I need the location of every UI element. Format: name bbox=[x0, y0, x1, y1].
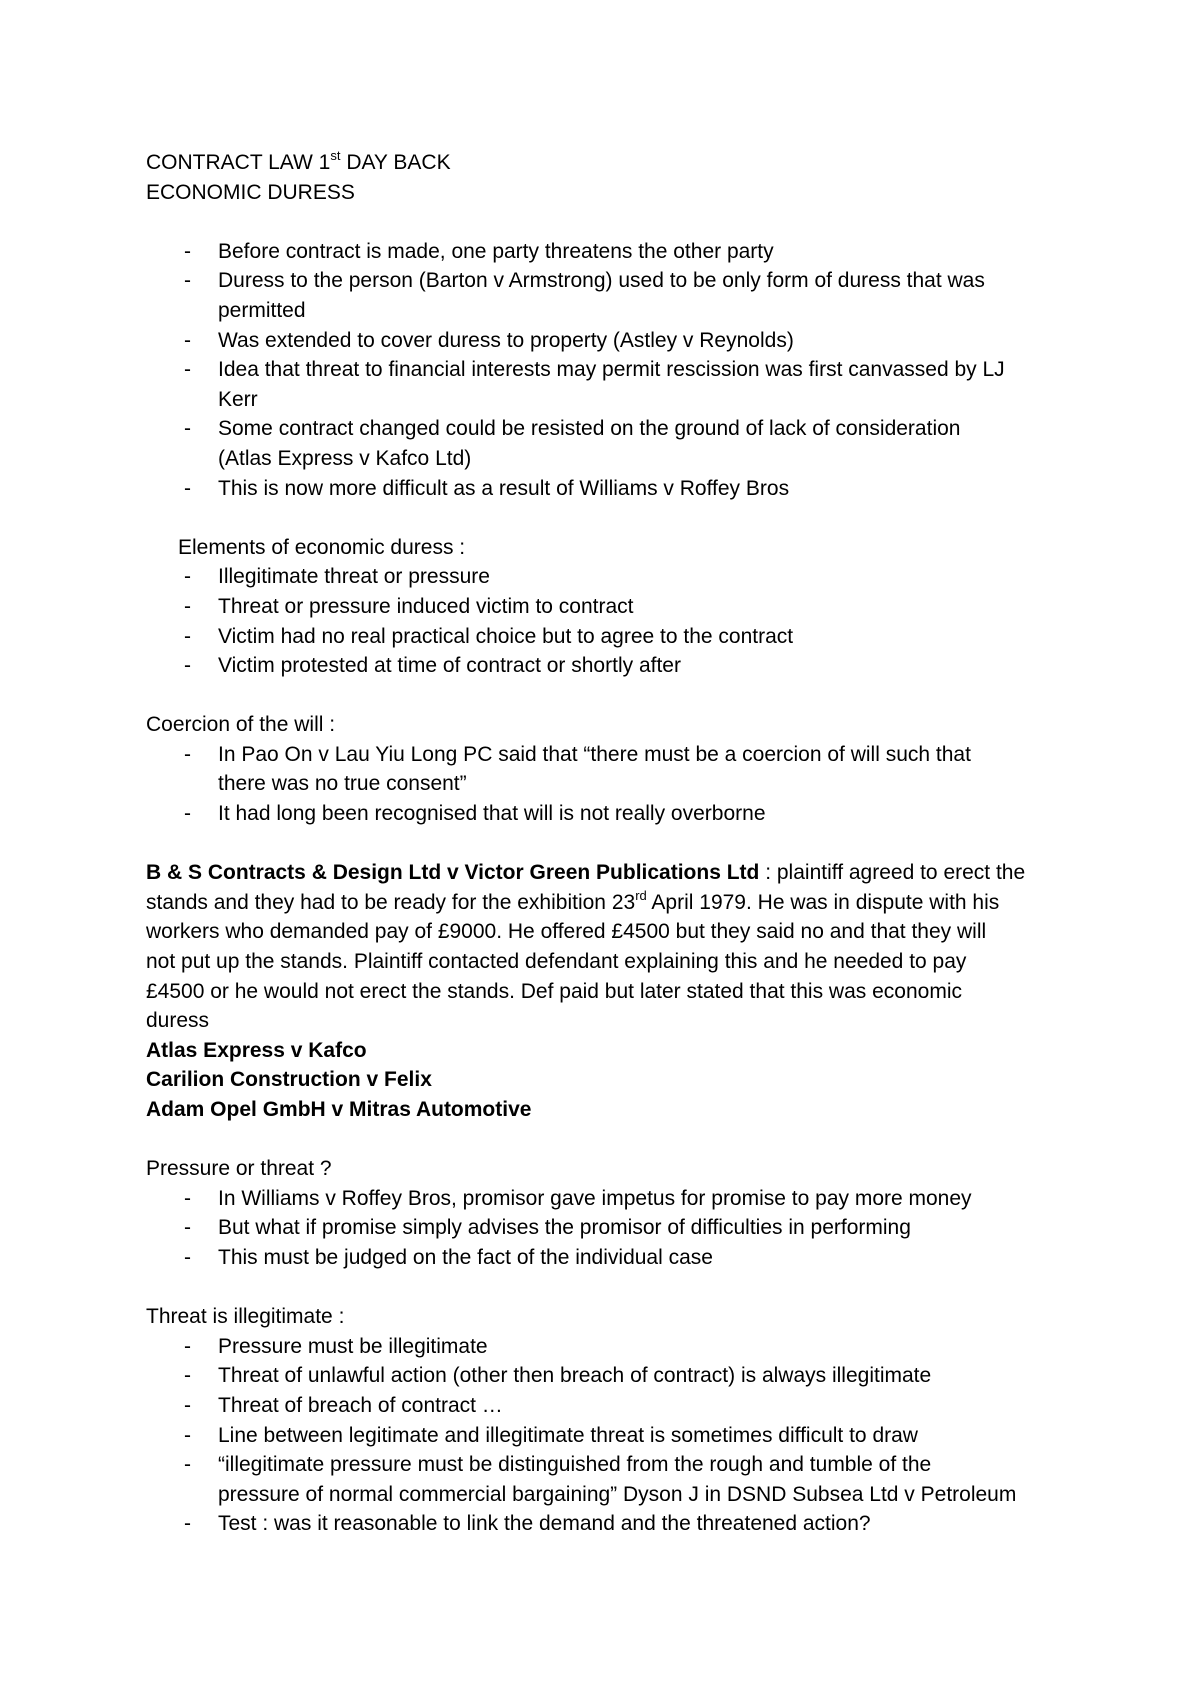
dash-bullet: - bbox=[184, 417, 191, 441]
paragraph-line: B & S Contracts & Design Ltd v Victor Green Publications Ltd : plaintiff agreed to erect the bbox=[146, 861, 1026, 885]
list-item: - In Pao On v Lau Yiu Long PC said that “there must be a coercion of will such that bbox=[146, 740, 1076, 770]
list-item: - Before contract is made, one party threatens the other party bbox=[146, 237, 1076, 267]
list-item: - “illegitimate pressure must be distinguished from the rough and tumble of the bbox=[146, 1450, 1076, 1480]
case-name: B & S Contracts & Design Ltd v Victor Green Publications Ltd bbox=[146, 861, 760, 885]
dash-bullet: - bbox=[184, 802, 191, 826]
list-item-continuation: there was no true consent” bbox=[218, 772, 467, 796]
section-heading-pressure: Pressure or threat ? bbox=[146, 1157, 332, 1181]
elements-list bbox=[146, 562, 1076, 680]
list-item: - This must be judged on the fact of the individual case bbox=[146, 1243, 1076, 1273]
dash-bullet: - bbox=[184, 1423, 191, 1447]
dash-bullet: - bbox=[184, 565, 191, 589]
section-heading-elements: Elements of economic duress : bbox=[178, 535, 466, 559]
case-name-atlas: Atlas Express v Kafco bbox=[146, 1038, 367, 1062]
list-item-continuation: Kerr bbox=[218, 387, 258, 411]
list-item: - Test : was it reasonable to link the demand and the threatened action? bbox=[146, 1509, 1076, 1539]
dash-bullet: - bbox=[184, 594, 191, 618]
document-subtitle: ECONOMIC DURESS bbox=[146, 180, 355, 204]
list-item: - But what if promise simply advises the promisor of difficulties in performing bbox=[146, 1213, 1076, 1243]
dash-bullet: - bbox=[184, 1245, 191, 1269]
paragraph-line: stands and they had to be ready for the exhibition 23rd April 1979. He was in dispute with his bbox=[146, 887, 1000, 914]
spacer bbox=[146, 207, 1076, 237]
list-item: - Pressure must be illegitimate bbox=[146, 1332, 1076, 1362]
coercion-list bbox=[146, 740, 1076, 829]
list-item: - This is now more difficult as a result of Williams v Roffey Bros bbox=[146, 474, 1076, 504]
list-item: - Duress to the person (Barton v Armstrong) used to be only form of duress that was bbox=[146, 266, 1076, 296]
case-name-carilion: Carilion Construction v Felix bbox=[146, 1068, 432, 1092]
dash-bullet: - bbox=[184, 1334, 191, 1358]
list-item: - Some contract changed could be resisted on the ground of lack of consideration bbox=[146, 414, 1076, 444]
list-item: - Idea that threat to financial interests may permit rescission was first canvassed by LJ bbox=[146, 355, 1076, 385]
list-item: - Threat or pressure induced victim to contract bbox=[146, 592, 1076, 622]
dash-bullet: - bbox=[184, 1216, 191, 1240]
list-item: - Threat of breach of contract … bbox=[146, 1391, 1076, 1421]
paragraph-line: not put up the stands. Plaintiff contacted defendant explaining this and he needed to pay bbox=[146, 950, 967, 974]
list-item: - Illegitimate threat or pressure bbox=[146, 562, 1076, 592]
dash-bullet: - bbox=[184, 1393, 191, 1417]
dash-bullet: - bbox=[184, 1364, 191, 1388]
document-title: CONTRACT LAW 1st DAY BACK bbox=[146, 148, 451, 174]
case-name-adam-opel: Adam Opel GmbH v Mitras Automotive bbox=[146, 1098, 532, 1121]
spacer bbox=[146, 1273, 1076, 1303]
spacer bbox=[146, 503, 1076, 533]
list-item: - In Williams v Roffey Bros, promisor gave impetus for promise to pay more money bbox=[146, 1184, 1076, 1214]
dash-bullet: - bbox=[184, 1186, 191, 1210]
list-item: - Victim protested at time of contract or shortly after bbox=[146, 651, 1076, 681]
list-item-continuation: permitted bbox=[218, 298, 306, 322]
case-paragraph-bs-contracts bbox=[146, 858, 1076, 1036]
section-heading-coercion: Coercion of the will : bbox=[146, 713, 336, 737]
spacer bbox=[146, 681, 1076, 711]
list-item: - Was extended to cover duress to property (Astley v Reynolds) bbox=[146, 326, 1076, 356]
dash-bullet: - bbox=[184, 239, 191, 263]
list-item: - Victim had no real practical choice but to agree to the contract bbox=[146, 622, 1076, 652]
dash-bullet: - bbox=[184, 1512, 191, 1536]
paragraph-line: duress bbox=[146, 1009, 210, 1033]
list-item: - Line between legitimate and illegitimate threat is sometimes difficult to draw bbox=[146, 1421, 1076, 1451]
dash-bullet: - bbox=[184, 742, 191, 766]
threat-list bbox=[146, 1332, 1076, 1539]
spacer bbox=[146, 1125, 1076, 1155]
dash-bullet: - bbox=[184, 269, 191, 293]
list-item-continuation: (Atlas Express v Kafco Ltd) bbox=[218, 446, 472, 470]
dash-bullet: - bbox=[184, 476, 191, 500]
list-item: - It had long been recognised that will is not really overborne bbox=[146, 799, 1076, 829]
list-item-continuation: pressure of normal commercial bargaining” Dyson J in DSND Subsea Ltd v Petroleum bbox=[218, 1482, 1017, 1506]
paragraph-line: workers who demanded pay of £9000. He offered £4500 but they said no and that they will bbox=[146, 920, 987, 944]
dash-bullet: - bbox=[184, 654, 191, 678]
pressure-list bbox=[146, 1184, 1076, 1273]
intro-list bbox=[146, 237, 1076, 503]
dash-bullet: - bbox=[184, 624, 191, 648]
dash-bullet: - bbox=[184, 328, 191, 352]
dash-bullet: - bbox=[184, 1453, 191, 1477]
dash-bullet: - bbox=[184, 358, 191, 382]
document-page bbox=[146, 148, 1076, 1539]
section-heading-threat: Threat is illegitimate : bbox=[146, 1305, 345, 1329]
spacer bbox=[146, 829, 1076, 859]
list-item: - Threat of unlawful action (other then breach of contract) is always illegitimate bbox=[146, 1361, 1076, 1391]
paragraph-line: £4500 or he would not erect the stands. Def paid but later stated that this was economic bbox=[146, 979, 962, 1003]
